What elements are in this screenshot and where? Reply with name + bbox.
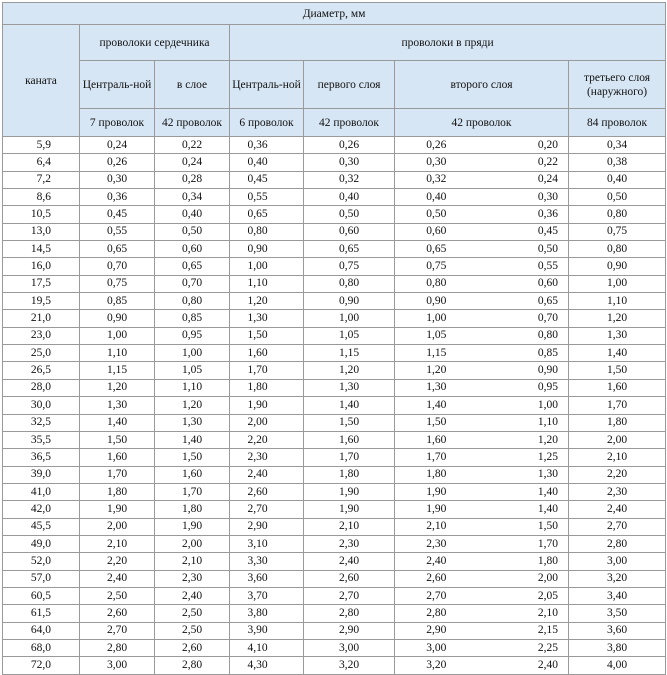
header-count-core-center: 7 проволок (80, 109, 155, 137)
strand-second-cell-b: 1,25 (482, 449, 569, 466)
core-center-cell: 0,24 (80, 137, 155, 154)
strand-third-cell: 1,80 (569, 414, 666, 431)
table-row (3, 431, 666, 448)
core-layer-cell: 0,70 (155, 275, 230, 292)
strand-center-cell: 1,30 (230, 310, 304, 327)
core-center-cell: 1,80 (80, 483, 155, 500)
strand-second-cell-b: 0,70 (482, 310, 569, 327)
strand-center-cell: 4,30 (230, 657, 304, 674)
rope-diameter-cell: 45,5 (3, 518, 80, 535)
strand-third-cell: 2,00 (569, 431, 666, 448)
core-center-cell: 1,15 (80, 362, 155, 379)
strand-center-cell: 3,30 (230, 553, 304, 570)
strand-third-cell: 2,70 (569, 518, 666, 535)
core-layer-cell: 1,40 (155, 431, 230, 448)
strand-first-cell: 0,40 (304, 189, 395, 206)
strand-center-cell: 1,10 (230, 275, 304, 292)
strand-second-cell-b: 0,45 (482, 223, 569, 240)
strand-second-cell-a: 1,15 (395, 345, 482, 362)
strand-first-cell: 0,90 (304, 293, 395, 310)
core-center-cell: 0,85 (80, 293, 155, 310)
strand-center-cell: 1,20 (230, 293, 304, 310)
strand-second-cell-a: 0,50 (395, 206, 482, 223)
header-strand-second: второго слоя (395, 61, 569, 109)
table-row (3, 189, 666, 206)
strand-second-cell-b: 2,15 (482, 622, 569, 639)
rope-diameter-cell: 52,0 (3, 553, 80, 570)
rope-diameter-cell: 16,0 (3, 258, 80, 275)
core-layer-cell: 2,40 (155, 587, 230, 604)
header-strand-group: проволоки в пряди (230, 25, 666, 61)
strand-center-cell: 0,45 (230, 171, 304, 188)
strand-first-cell: 3,20 (304, 657, 395, 674)
core-layer-cell: 0,28 (155, 171, 230, 188)
rope-diameter-cell: 7,2 (3, 171, 80, 188)
strand-second-cell-a: 1,05 (395, 327, 482, 344)
table-body (3, 137, 666, 675)
strand-center-cell: 0,90 (230, 241, 304, 258)
strand-second-cell-a: 0,32 (395, 171, 482, 188)
core-layer-cell: 1,20 (155, 397, 230, 414)
rope-diameter-cell: 14,5 (3, 241, 80, 258)
strand-third-cell: 1,50 (569, 362, 666, 379)
strand-third-cell: 0,75 (569, 223, 666, 240)
strand-third-cell: 1,10 (569, 293, 666, 310)
header-count-strand-third: 84 проволок (569, 109, 666, 137)
header-core-group: проволоки сердечника (80, 25, 230, 61)
core-layer-cell: 1,10 (155, 379, 230, 396)
core-center-cell: 2,10 (80, 535, 155, 552)
core-center-cell: 2,80 (80, 639, 155, 656)
strand-third-cell: 1,60 (569, 379, 666, 396)
strand-first-cell: 1,90 (304, 483, 395, 500)
core-layer-cell: 0,85 (155, 310, 230, 327)
strand-center-cell: 3,70 (230, 587, 304, 604)
rope-diameter-cell: 6,4 (3, 154, 80, 171)
table-row (3, 449, 666, 466)
rope-diameter-cell: 42,0 (3, 501, 80, 518)
core-layer-cell: 0,40 (155, 206, 230, 223)
rope-diameter-cell: 49,0 (3, 535, 80, 552)
strand-first-cell: 2,60 (304, 570, 395, 587)
table-row (3, 137, 666, 154)
core-center-cell: 2,40 (80, 570, 155, 587)
core-center-cell: 2,20 (80, 553, 155, 570)
rope-diameter-cell: 32,5 (3, 414, 80, 431)
core-center-cell: 1,50 (80, 431, 155, 448)
core-layer-cell: 1,50 (155, 449, 230, 466)
strand-first-cell: 1,15 (304, 345, 395, 362)
strand-center-cell: 3,90 (230, 622, 304, 639)
strand-second-cell-b: 2,40 (482, 657, 569, 674)
rope-diameter-cell: 23,0 (3, 327, 80, 344)
strand-first-cell: 2,10 (304, 518, 395, 535)
rope-diameter-cell: 57,0 (3, 570, 80, 587)
core-layer-cell: 2,10 (155, 553, 230, 570)
strand-center-cell: 4,10 (230, 639, 304, 656)
strand-second-cell-a: 2,80 (395, 605, 482, 622)
core-center-cell: 0,75 (80, 275, 155, 292)
strand-second-cell-a: 1,00 (395, 310, 482, 327)
strand-second-cell-a: 1,20 (395, 362, 482, 379)
strand-third-cell: 0,80 (569, 206, 666, 223)
rope-diameter-cell: 19,5 (3, 293, 80, 310)
strand-third-cell: 3,40 (569, 587, 666, 604)
rope-diameter-cell: 41,0 (3, 483, 80, 500)
core-center-cell: 0,90 (80, 310, 155, 327)
wire-diameter-table (2, 2, 666, 675)
header-strand-first: первого слоя (304, 61, 395, 109)
strand-first-cell: 1,80 (304, 466, 395, 483)
strand-second-cell-a: 2,10 (395, 518, 482, 535)
core-center-cell: 2,70 (80, 622, 155, 639)
core-layer-cell: 1,70 (155, 483, 230, 500)
rope-diameter-cell: 72,0 (3, 657, 80, 674)
strand-second-cell-a: 1,50 (395, 414, 482, 431)
table-row (3, 379, 666, 396)
strand-center-cell: 3,10 (230, 535, 304, 552)
strand-third-cell: 0,90 (569, 258, 666, 275)
strand-center-cell: 2,30 (230, 449, 304, 466)
core-center-cell: 1,70 (80, 466, 155, 483)
core-layer-cell: 0,24 (155, 154, 230, 171)
strand-second-cell-a: 2,30 (395, 535, 482, 552)
strand-first-cell: 2,90 (304, 622, 395, 639)
core-center-cell: 0,55 (80, 223, 155, 240)
strand-third-cell: 3,80 (569, 639, 666, 656)
strand-second-cell-a: 0,90 (395, 293, 482, 310)
core-center-cell: 1,40 (80, 414, 155, 431)
strand-third-cell: 0,34 (569, 137, 666, 154)
core-center-cell: 1,20 (80, 379, 155, 396)
strand-second-cell-a: 0,60 (395, 223, 482, 240)
core-layer-cell: 2,30 (155, 570, 230, 587)
header-count-strand-center: 6 проволок (230, 109, 304, 137)
strand-second-cell-b: 1,80 (482, 553, 569, 570)
strand-first-cell: 0,65 (304, 241, 395, 258)
core-layer-cell: 2,60 (155, 639, 230, 656)
strand-center-cell: 2,40 (230, 466, 304, 483)
strand-third-cell: 3,20 (569, 570, 666, 587)
core-layer-cell: 0,60 (155, 241, 230, 258)
strand-first-cell: 1,70 (304, 449, 395, 466)
core-layer-cell: 2,50 (155, 605, 230, 622)
table-row (3, 414, 666, 431)
rope-diameter-cell: 68,0 (3, 639, 80, 656)
header-strand-center: Централь-ной (230, 61, 304, 109)
strand-second-cell-a: 2,90 (395, 622, 482, 639)
strand-first-cell: 1,05 (304, 327, 395, 344)
strand-second-cell-a: 0,80 (395, 275, 482, 292)
strand-first-cell: 0,80 (304, 275, 395, 292)
rope-diameter-cell: 5,9 (3, 137, 80, 154)
table-row (3, 639, 666, 656)
header-core-layer: в слое (155, 61, 230, 109)
strand-first-cell: 2,40 (304, 553, 395, 570)
core-center-cell: 2,00 (80, 518, 155, 535)
strand-third-cell: 2,80 (569, 535, 666, 552)
strand-third-cell: 2,10 (569, 449, 666, 466)
strand-first-cell: 0,60 (304, 223, 395, 240)
core-layer-cell: 1,60 (155, 466, 230, 483)
strand-second-cell-b: 0,90 (482, 362, 569, 379)
core-center-cell: 1,00 (80, 327, 155, 344)
table-row (3, 657, 666, 674)
rope-diameter-cell: 30,0 (3, 397, 80, 414)
strand-second-cell-b: 2,05 (482, 587, 569, 604)
strand-third-cell: 1,70 (569, 397, 666, 414)
rope-diameter-cell: 25,0 (3, 345, 80, 362)
strand-third-cell: 3,00 (569, 553, 666, 570)
strand-third-cell: 0,80 (569, 241, 666, 258)
header-strand-third: третьего слоя (наружного) (569, 61, 666, 109)
strand-second-cell-a: 0,40 (395, 189, 482, 206)
core-center-cell: 0,36 (80, 189, 155, 206)
rope-diameter-cell: 21,0 (3, 310, 80, 327)
strand-center-cell: 1,90 (230, 397, 304, 414)
core-layer-cell: 1,90 (155, 518, 230, 535)
strand-second-cell-b: 1,70 (482, 535, 569, 552)
strand-second-cell-a: 3,20 (395, 657, 482, 674)
strand-second-cell-b: 0,36 (482, 206, 569, 223)
strand-second-cell-b: 0,20 (482, 137, 569, 154)
core-center-cell: 2,60 (80, 605, 155, 622)
strand-first-cell: 1,60 (304, 431, 395, 448)
strand-second-cell-a: 0,30 (395, 154, 482, 171)
strand-third-cell: 1,20 (569, 310, 666, 327)
rope-diameter-cell: 17,5 (3, 275, 80, 292)
strand-first-cell: 1,30 (304, 379, 395, 396)
table-row (3, 553, 666, 570)
core-center-cell: 0,45 (80, 206, 155, 223)
table-row (3, 345, 666, 362)
strand-first-cell: 2,80 (304, 605, 395, 622)
strand-second-cell-a: 1,30 (395, 379, 482, 396)
strand-first-cell: 3,00 (304, 639, 395, 656)
table-row (3, 587, 666, 604)
strand-third-cell: 1,40 (569, 345, 666, 362)
core-center-cell: 0,70 (80, 258, 155, 275)
strand-third-cell: 1,30 (569, 327, 666, 344)
strand-second-cell-b: 1,30 (482, 466, 569, 483)
strand-first-cell: 1,00 (304, 310, 395, 327)
strand-second-cell-a: 1,90 (395, 483, 482, 500)
strand-second-cell-b: 0,60 (482, 275, 569, 292)
table-row (3, 501, 666, 518)
strand-first-cell: 0,75 (304, 258, 395, 275)
rope-diameter-cell: 26,5 (3, 362, 80, 379)
strand-third-cell: 2,20 (569, 466, 666, 483)
table-row (3, 275, 666, 292)
table-row (3, 535, 666, 552)
rope-diameter-cell: 13,0 (3, 223, 80, 240)
strand-center-cell: 1,00 (230, 258, 304, 275)
table-row (3, 466, 666, 483)
core-center-cell: 1,10 (80, 345, 155, 362)
core-layer-cell: 0,34 (155, 189, 230, 206)
core-center-cell: 0,30 (80, 171, 155, 188)
strand-second-cell-b: 2,25 (482, 639, 569, 656)
core-layer-cell: 1,80 (155, 501, 230, 518)
header-count-core-layer: 42 проволок (155, 109, 230, 137)
strand-second-cell-a: 1,90 (395, 501, 482, 518)
strand-first-cell: 0,32 (304, 171, 395, 188)
strand-second-cell-a: 1,60 (395, 431, 482, 448)
core-layer-cell: 2,80 (155, 657, 230, 674)
strand-third-cell: 0,40 (569, 171, 666, 188)
strand-second-cell-b: 1,40 (482, 501, 569, 518)
strand-center-cell: 3,80 (230, 605, 304, 622)
strand-third-cell: 3,60 (569, 622, 666, 639)
strand-second-cell-b: 0,50 (482, 241, 569, 258)
header-rope: каната (3, 25, 80, 137)
strand-center-cell: 2,20 (230, 431, 304, 448)
rope-diameter-cell: 10,5 (3, 206, 80, 223)
core-layer-cell: 1,05 (155, 362, 230, 379)
strand-second-cell-a: 2,40 (395, 553, 482, 570)
core-center-cell: 1,60 (80, 449, 155, 466)
strand-second-cell-a: 0,75 (395, 258, 482, 275)
strand-first-cell: 1,20 (304, 362, 395, 379)
table-row (3, 362, 666, 379)
rope-diameter-cell: 35,5 (3, 431, 80, 448)
strand-second-cell-a: 1,70 (395, 449, 482, 466)
core-center-cell: 1,30 (80, 397, 155, 414)
strand-center-cell: 0,65 (230, 206, 304, 223)
table-row (3, 310, 666, 327)
header-count-strand-first: 42 проволок (304, 109, 395, 137)
strand-third-cell: 4,00 (569, 657, 666, 674)
strand-center-cell: 0,80 (230, 223, 304, 240)
table-row (3, 483, 666, 500)
strand-center-cell: 0,55 (230, 189, 304, 206)
table-row (3, 293, 666, 310)
strand-third-cell: 3,50 (569, 605, 666, 622)
rope-diameter-cell: 36,5 (3, 449, 80, 466)
strand-third-cell: 0,38 (569, 154, 666, 171)
strand-center-cell: 2,00 (230, 414, 304, 431)
strand-center-cell: 2,60 (230, 483, 304, 500)
strand-center-cell: 1,70 (230, 362, 304, 379)
table-row (3, 605, 666, 622)
strand-second-cell-a: 1,40 (395, 397, 482, 414)
core-layer-cell: 0,95 (155, 327, 230, 344)
core-layer-cell: 0,80 (155, 293, 230, 310)
core-layer-cell: 1,00 (155, 345, 230, 362)
strand-second-cell-a: 3,00 (395, 639, 482, 656)
strand-second-cell-b: 1,00 (482, 397, 569, 414)
header-core-center: Централь-ной (80, 61, 155, 109)
core-layer-cell: 0,50 (155, 223, 230, 240)
strand-first-cell: 1,50 (304, 414, 395, 431)
rope-diameter-cell: 39,0 (3, 466, 80, 483)
strand-first-cell: 2,30 (304, 535, 395, 552)
table-row (3, 397, 666, 414)
core-layer-cell: 1,30 (155, 414, 230, 431)
strand-center-cell: 1,60 (230, 345, 304, 362)
strand-second-cell-b: 0,80 (482, 327, 569, 344)
strand-first-cell: 0,50 (304, 206, 395, 223)
table-row (3, 327, 666, 344)
strand-center-cell: 1,80 (230, 379, 304, 396)
strand-second-cell-b: 2,00 (482, 570, 569, 587)
strand-second-cell-b: 1,50 (482, 518, 569, 535)
table-header (3, 3, 666, 137)
core-layer-cell: 2,50 (155, 622, 230, 639)
core-center-cell: 2,50 (80, 587, 155, 604)
strand-third-cell: 2,30 (569, 483, 666, 500)
strand-first-cell: 0,26 (304, 137, 395, 154)
core-layer-cell: 0,65 (155, 258, 230, 275)
strand-second-cell-b: 0,55 (482, 258, 569, 275)
strand-first-cell: 1,40 (304, 397, 395, 414)
strand-first-cell: 0,30 (304, 154, 395, 171)
strand-center-cell: 1,50 (230, 327, 304, 344)
table-row (3, 206, 666, 223)
core-layer-cell: 0,22 (155, 137, 230, 154)
strand-center-cell: 2,90 (230, 518, 304, 535)
rope-diameter-cell: 60,5 (3, 587, 80, 604)
strand-second-cell-a: 2,60 (395, 570, 482, 587)
strand-second-cell-b: 0,30 (482, 189, 569, 206)
core-center-cell: 0,65 (80, 241, 155, 258)
table-row (3, 171, 666, 188)
rope-diameter-cell: 8,6 (3, 189, 80, 206)
strand-second-cell-b: 0,22 (482, 154, 569, 171)
table-row (3, 241, 666, 258)
strand-second-cell-b: 1,40 (482, 483, 569, 500)
strand-center-cell: 3,60 (230, 570, 304, 587)
strand-second-cell-b: 0,24 (482, 171, 569, 188)
rope-diameter-cell: 61,5 (3, 605, 80, 622)
strand-second-cell-b: 0,65 (482, 293, 569, 310)
core-center-cell: 1,90 (80, 501, 155, 518)
strand-center-cell: 0,36 (230, 137, 304, 154)
strand-third-cell: 0,50 (569, 189, 666, 206)
header-count-strand-second: 42 проволок (395, 109, 569, 137)
strand-second-cell-a: 0,65 (395, 241, 482, 258)
strand-center-cell: 2,70 (230, 501, 304, 518)
table-container (2, 2, 665, 675)
strand-second-cell-b: 1,20 (482, 431, 569, 448)
rope-diameter-cell: 28,0 (3, 379, 80, 396)
rope-diameter-cell: 64,0 (3, 622, 80, 639)
strand-center-cell: 0,40 (230, 154, 304, 171)
strand-second-cell-a: 0,26 (395, 137, 482, 154)
table-row (3, 258, 666, 275)
strand-second-cell-b: 1,10 (482, 414, 569, 431)
table-row (3, 223, 666, 240)
table-row (3, 154, 666, 171)
strand-second-cell-a: 1,80 (395, 466, 482, 483)
strand-first-cell: 2,70 (304, 587, 395, 604)
strand-second-cell-b: 0,85 (482, 345, 569, 362)
core-center-cell: 0,26 (80, 154, 155, 171)
header-title: Диаметр, мм (3, 3, 666, 25)
core-center-cell: 3,00 (80, 657, 155, 674)
table-row (3, 518, 666, 535)
table-row (3, 622, 666, 639)
strand-second-cell-a: 2,70 (395, 587, 482, 604)
strand-first-cell: 1,90 (304, 501, 395, 518)
core-layer-cell: 2,00 (155, 535, 230, 552)
table-row (3, 570, 666, 587)
strand-third-cell: 2,40 (569, 501, 666, 518)
strand-second-cell-b: 2,10 (482, 605, 569, 622)
strand-third-cell: 1,00 (569, 275, 666, 292)
strand-second-cell-b: 0,95 (482, 379, 569, 396)
